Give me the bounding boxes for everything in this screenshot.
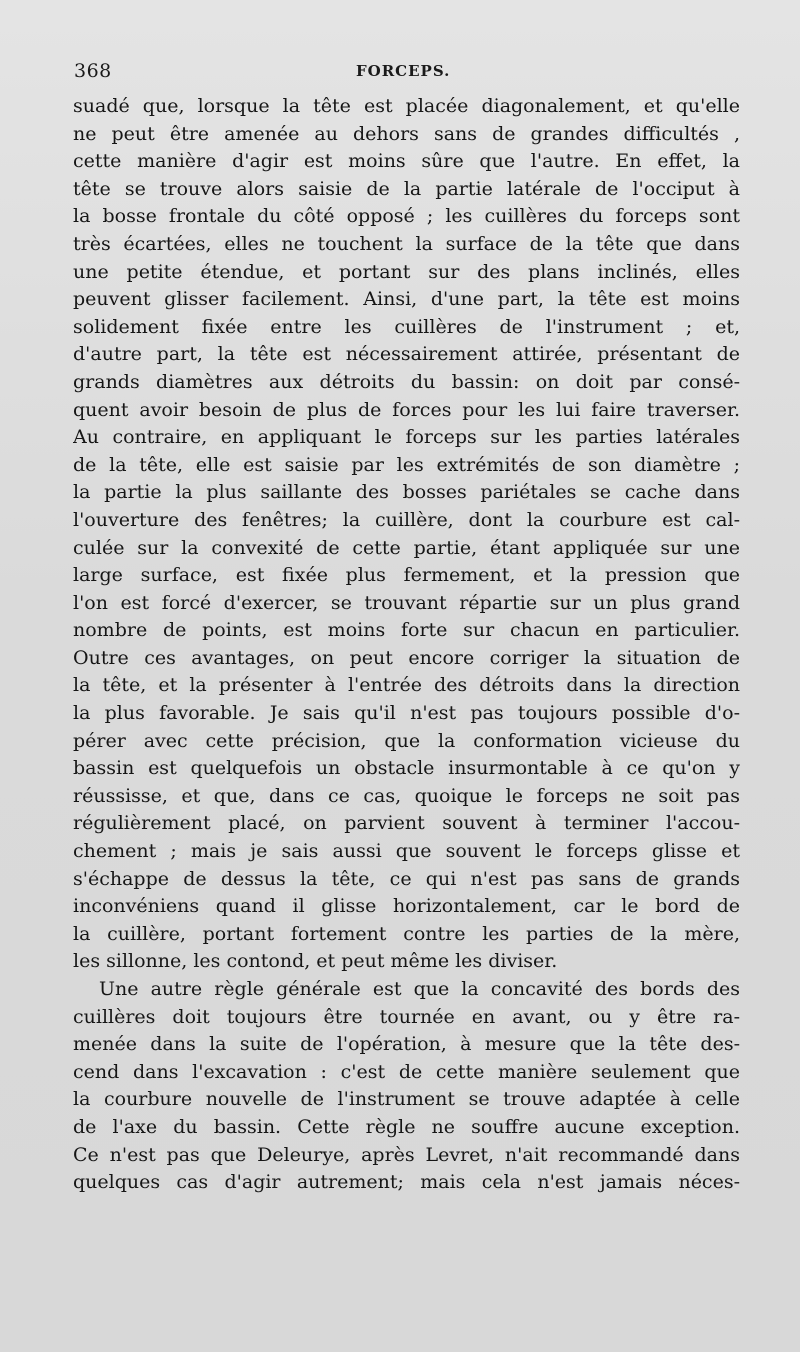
text-line: régulièrement placé, on parvient souvent à terminer l'accou- xyxy=(73,812,740,835)
text-line: de la tête, elle est saisie par les extrémités de son diamètre ; xyxy=(73,453,740,476)
text-line: d'autre part, la tête est nécessairement attirée, présentant de xyxy=(73,343,740,366)
text-line: quelques cas d'agir autrement; mais cela n'est jamais néces- xyxy=(73,1171,740,1194)
text-line: chement ; mais je sais aussi que souvent le forceps glisse et xyxy=(73,840,740,863)
text-line: menée dans la suite de l'opération, à mesure que la tête des- xyxy=(73,1033,740,1056)
text-line: s'échappe de dessus la tête, ce qui n'est pas sans de grands xyxy=(73,867,740,890)
text-line: Au contraire, en appliquant le forceps sur les parties latérales xyxy=(73,426,740,449)
text-line: ne peut être amenée au dehors sans de grandes difficultés , xyxy=(73,122,740,145)
text-line: culée sur la convexité de cette partie, étant appliquée sur une xyxy=(73,536,740,559)
text-line: cend dans l'excavation : c'est de cette manière seulement que xyxy=(73,1060,740,1083)
text-line: une petite étendue, et portant sur des plans inclinés, elles xyxy=(73,260,740,283)
text-line: la bosse frontale du côté opposé ; les cuillères du forceps sont xyxy=(73,205,740,228)
text-line: nombre de points, est moins forte sur chacun en particulier. xyxy=(73,619,740,642)
text-line: cuillères doit toujours être tournée en avant, ou y être ra- xyxy=(73,1005,740,1028)
text-line: solidement fixée entre les cuillères de l'instrument ; et, xyxy=(73,315,740,338)
text-line: l'on est forcé d'exercer, se trouvant répartie sur un plus grand xyxy=(73,591,740,614)
text-line: la cuillère, portant fortement contre les parties de la mère, xyxy=(73,922,740,945)
text-line: suadé que, lorsque la tête est placée diagonalement, et qu'elle xyxy=(73,95,740,117)
text-line: peuvent glisser facilement. Ainsi, d'une part, la tête est moins xyxy=(73,288,740,311)
page-number: 368 xyxy=(74,60,112,82)
text-line: réussisse, et que, dans ce cas, quoique le forceps ne soit pas xyxy=(73,784,740,807)
text-line: bassin est quelquefois un obstacle insurmontable à ce qu'on y xyxy=(73,757,740,780)
text-line: Une autre règle générale est que la concavité des bords des xyxy=(99,978,740,1000)
paragraph xyxy=(73,976,740,1197)
page-header xyxy=(74,60,740,86)
running-head: FORCEPS. xyxy=(356,62,451,80)
text-line: la courbure nouvelle de l'instrument se trouve adaptée à celle xyxy=(73,1088,740,1111)
text-line: grands diamètres aux détroits du bassin: on doit par consé- xyxy=(73,370,740,393)
text-line: pérer avec cette précision, que la conformation vicieuse du xyxy=(73,729,740,752)
text-line: la plus favorable. Je sais qu'il n'est pas toujours possible d'o- xyxy=(73,702,740,725)
text-line: quent avoir besoin de plus de forces pour les lui faire traverser. xyxy=(73,398,740,421)
text-line: Outre ces avantages, on peut encore corriger la situation de xyxy=(73,646,740,669)
text-line: Ce n'est pas que Deleurye, après Levret, n'ait recommandé dans xyxy=(73,1143,740,1166)
text-line: la tête, et la présenter à l'entrée des détroits dans la direction xyxy=(73,674,740,697)
text-line: les sillonne, les contond, et peut même les diviser. xyxy=(73,950,558,973)
text-line: l'ouverture des fenêtres; la cuillère, dont la courbure est cal- xyxy=(73,508,740,531)
text-line: large surface, est fixée plus fermement, et la pression que xyxy=(73,564,740,587)
text-line: la partie la plus saillante des bosses pariétales se cache dans xyxy=(73,481,740,504)
body-text xyxy=(73,93,740,1197)
text-line: tête se trouve alors saisie de la partie latérale de l'occiput à xyxy=(73,177,740,200)
text-line: de l'axe du bassin. Cette règle ne souffre aucune exception. xyxy=(73,1115,740,1138)
text-line: cette manière d'agir est moins sûre que l'autre. En effet, la xyxy=(73,150,740,173)
text-line: très écartées, elles ne touchent la surface de la tête que dans xyxy=(73,232,740,255)
text-line: inconvéniens quand il glisse horizontalement, car le bord de xyxy=(73,895,740,918)
paragraph xyxy=(73,93,740,976)
